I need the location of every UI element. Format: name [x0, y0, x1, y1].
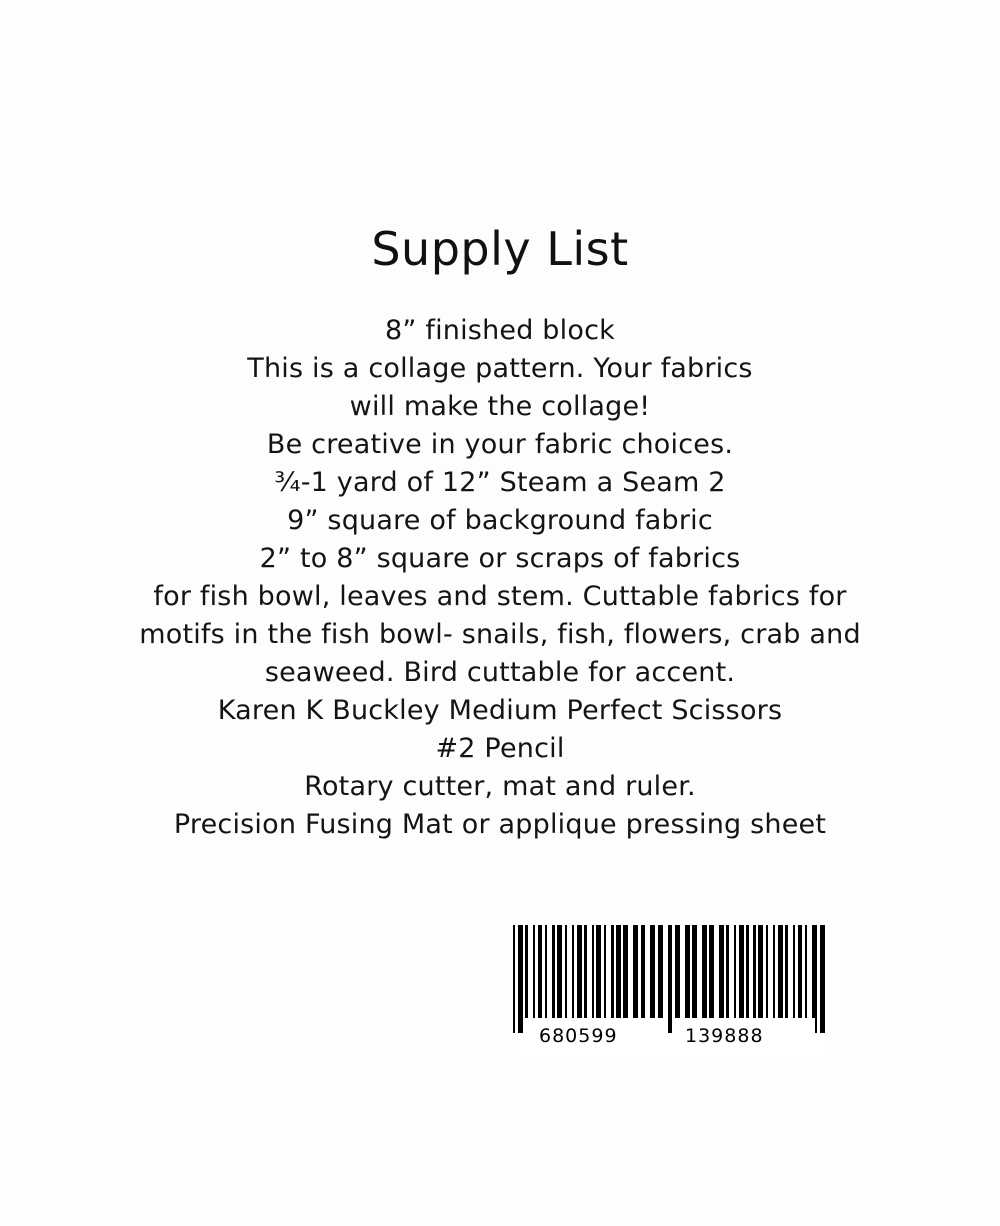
barcode-left-digits: 680599 [539, 1025, 618, 1047]
supply-line: This is a collage pattern. Your fabrics [247, 353, 753, 384]
supply-line: 8” finished block [385, 315, 615, 346]
supply-line: ¾-1 yard of 12” Steam a Seam 2 [274, 467, 726, 498]
supply-list-body [60, 312, 940, 844]
barcode [513, 925, 826, 1057]
supply-line: Karen K Buckley Medium Perfect Scissors [217, 695, 783, 726]
supply-line: Precision Fusing Mat or applique pressing sheet [173, 809, 827, 840]
supply-line: 9” square of background fabric [287, 505, 713, 536]
supply-line: motifs in the fish bowl- snails, fish, flowers, crab and [139, 619, 861, 650]
supply-line: will make the collage! [349, 391, 651, 422]
barcode-bars [513, 925, 826, 1033]
page-title: Supply List [371, 222, 629, 276]
supply-line: Rotary cutter, mat and ruler. [304, 771, 696, 802]
supply-line: seaweed. Bird cuttable for accent. [264, 657, 736, 688]
barcode-right-digits: 139888 [685, 1025, 764, 1047]
barcode-digits [513, 1025, 826, 1053]
supply-line: 2” to 8” square or scraps of fabrics [259, 543, 741, 574]
supply-line: for fish bowl, leaves and stem. Cuttable fabrics for [153, 581, 847, 612]
supply-line: #2 Pencil [435, 733, 565, 764]
supply-line: Be creative in your fabric choices. [266, 429, 734, 460]
